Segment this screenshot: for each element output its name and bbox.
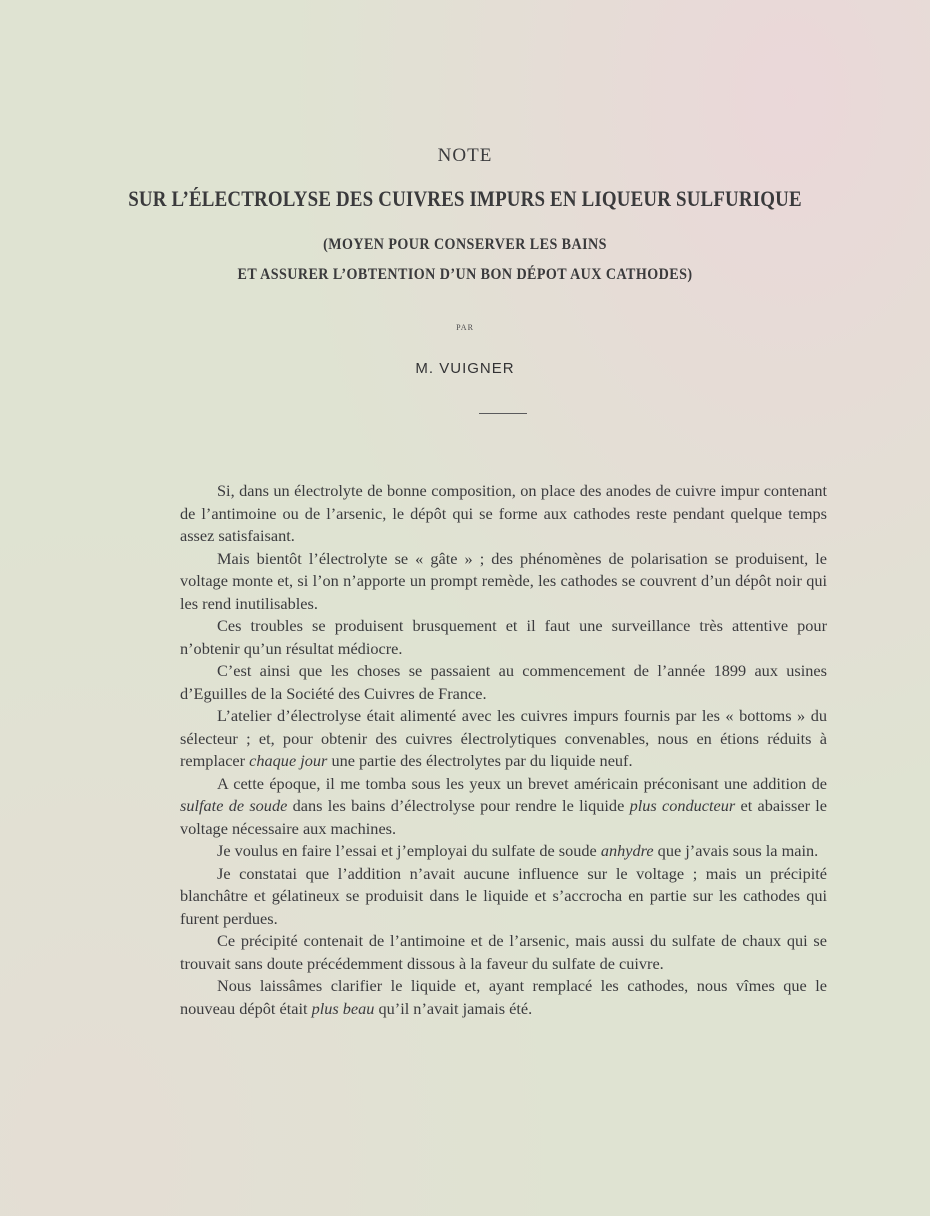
paragraph-text: L’atelier d’électrolyse était alimenté avec les cuivres impurs fournis par les « bottoms » du sélecteur ; et, pour obtenir des cuivres électrolytiques convenables, nous en étions réduits à remplacer	[180, 706, 827, 770]
paragraph	[180, 480, 827, 548]
paragraph	[180, 660, 827, 705]
paragraph	[180, 615, 827, 660]
paragraph-text: que j’avais sous la main.	[653, 841, 819, 860]
italic-text: plus beau	[311, 998, 375, 1018]
paragraph-text: Ces troubles se produisent brusquement et il faut une surveillance très attentive pour n’obtenir qu’un résultat médiocre.	[180, 616, 827, 658]
italic-text: sulfate de soude	[180, 796, 288, 815]
by-label: PAR	[456, 323, 474, 332]
body-text	[180, 480, 827, 1020]
paragraph-text: une partie des électrolytes par du liquide neuf.	[327, 751, 633, 770]
paragraph-text: C’est ainsi que les choses se passaient au commencement de l’année 1899 aux usines d’Eguilles de la Société des Cuivres de France.	[180, 661, 827, 703]
document-title: SUR L’ÉLECTROLYSE DES CUIVRES IMPURS EN LIQUEUR SULFURIQUE	[128, 186, 802, 211]
note-heading: NOTE	[437, 145, 493, 166]
paragraph	[180, 705, 827, 773]
paragraph	[180, 773, 827, 841]
paragraph	[180, 930, 827, 975]
paragraph-text: Nous laissâmes clarifier le liquide et, ayant remplacé les cathodes, nous vîmes que le nouveau dépôt était	[180, 976, 827, 1018]
italic-text: anhydre	[600, 841, 654, 860]
subtitle-line-1: (MOYEN POUR CONSERVER LES BAINS	[323, 236, 607, 253]
paragraph	[180, 840, 827, 863]
paragraph-text: Mais bientôt l’électrolyte se « gâte » ; des phénomènes de polarisation se produisent, le voltage monte et, si l’on n’apporte un prompt remède, les cathodes se couvrent d’un dépôt noir qui les rend inutilisables.	[180, 548, 827, 613]
italic-text: chaque jour	[249, 751, 328, 770]
paragraph	[180, 975, 827, 1020]
separator-rule	[479, 413, 527, 414]
paragraph-text: Je constatai que l’addition n’avait aucune influence sur le voltage ; mais un précipité blanchâtre et gélatineux se produisit dans le liquide et s’accrocha en partie sur les cathodes qui furent perdues.	[180, 863, 827, 928]
paragraph-text: Ce précipité contenait de l’antimoine et de l’arsenic, mais aussi du sulfate de chaux qui se trouvait sans doute précédemment dissous à la faveur du sulfate de cuivre.	[180, 931, 827, 973]
paragraph-text: dans les bains d’électrolyse pour rendre le liquide	[287, 796, 630, 815]
paragraph-text: Si, dans un électrolyte de bonne composition, on place des anodes de cuivre impur contenant de l’antimoine ou de l’arsenic, le dépôt qui se forme aux cathodes reste pendant quelque temps assez satisfaisant.	[180, 481, 827, 545]
paragraph-text: A cette époque, il me tomba sous les yeux un brevet américain préconisant une addition de	[217, 773, 827, 793]
subtitle-line-2: ET ASSURER L’OBTENTION D’UN BON DÉPOT AUX CATHODES)	[237, 266, 693, 283]
author-name: M. VUIGNER	[415, 360, 515, 377]
paragraph-text: Je voulus en faire l’essai et j’employai du sulfate de soude	[217, 841, 601, 860]
italic-text: plus conducteur	[629, 796, 736, 815]
paragraph	[180, 548, 827, 616]
paragraph	[180, 863, 827, 931]
paragraph-text: et abaisser le voltage nécessaire aux machines.	[180, 796, 828, 838]
paragraph-text: qu’il n’avait jamais été.	[374, 998, 533, 1018]
